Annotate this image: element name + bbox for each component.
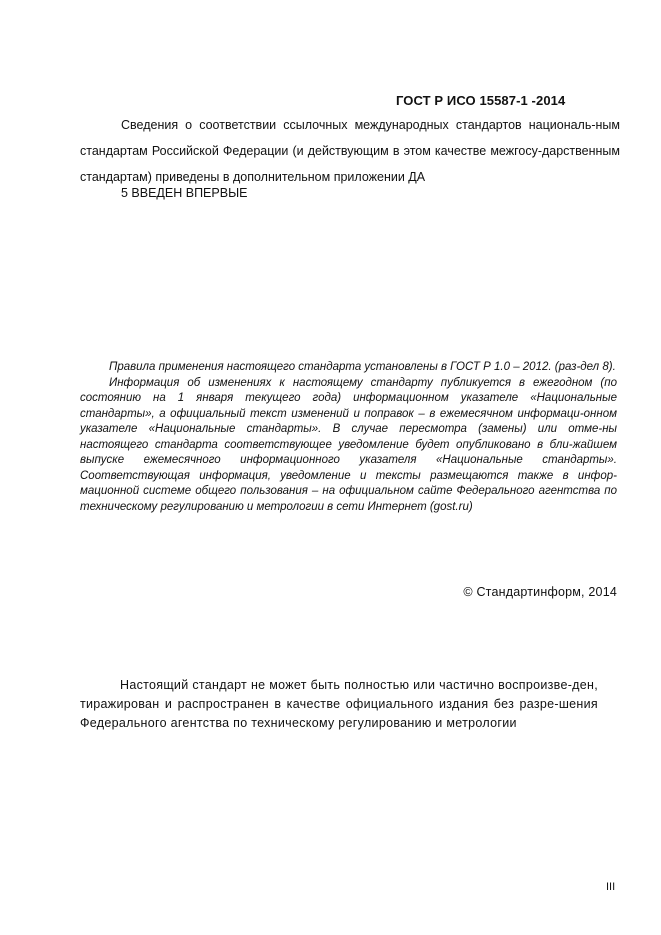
rules-note: Правила применения настоящего стандарта установлены в ГОСТ Р 1.0 – 2012. (раз-дел 8). bbox=[109, 361, 616, 373]
first-introduced-paragraph: 5 ВВЕДЕН ВПЕРВЫЕ bbox=[121, 186, 248, 200]
document-code: ГОСТ Р ИСО 15587-1 -2014 bbox=[396, 93, 566, 108]
copyright-notice: © Стандартинформ, 2014 bbox=[463, 585, 617, 599]
application-notes bbox=[80, 360, 617, 515]
reproduction-notice: Настоящий стандарт не может быть полностью или частично воспроизве-ден, тиражирован и распространен в качестве официального издания без разре-шения Федерального агентства по техническому регулированию и метрологии bbox=[80, 678, 598, 730]
reference-info-paragraph: Сведения о соответствии ссылочных международных стандартов националь-ным стандартам Российской Федерации (и действующим в этом качестве межгосу-дарственным стандартам) приведены в дополнительном приложении ДА bbox=[80, 118, 620, 184]
changes-info-note: Информация об изменениях к настоящему стандарту публикуется в ежегодном (по состоянию на 1 января текущего года) информационном указателе «Национальные стандарты», а официальный текст изменений и поправок – в ежемесячном информаци-онном указателе «Национальные стандарты». В случае пересмотра (замены) или отме-ны настоящего стандарта соответствующее уведомление будет опубликовано в бли-жайшем выпуске ежемесячного информационного указателя «Национальные стандарты». Соответствующая информация, уведомление и тексты размещаются также в инфор-мационной системе общего пользования – на официальном сайте Федерального агентства по техническому регулированию и метрологии в сети Интернет (gost.ru) bbox=[80, 376, 617, 513]
page-number: III bbox=[606, 881, 616, 893]
